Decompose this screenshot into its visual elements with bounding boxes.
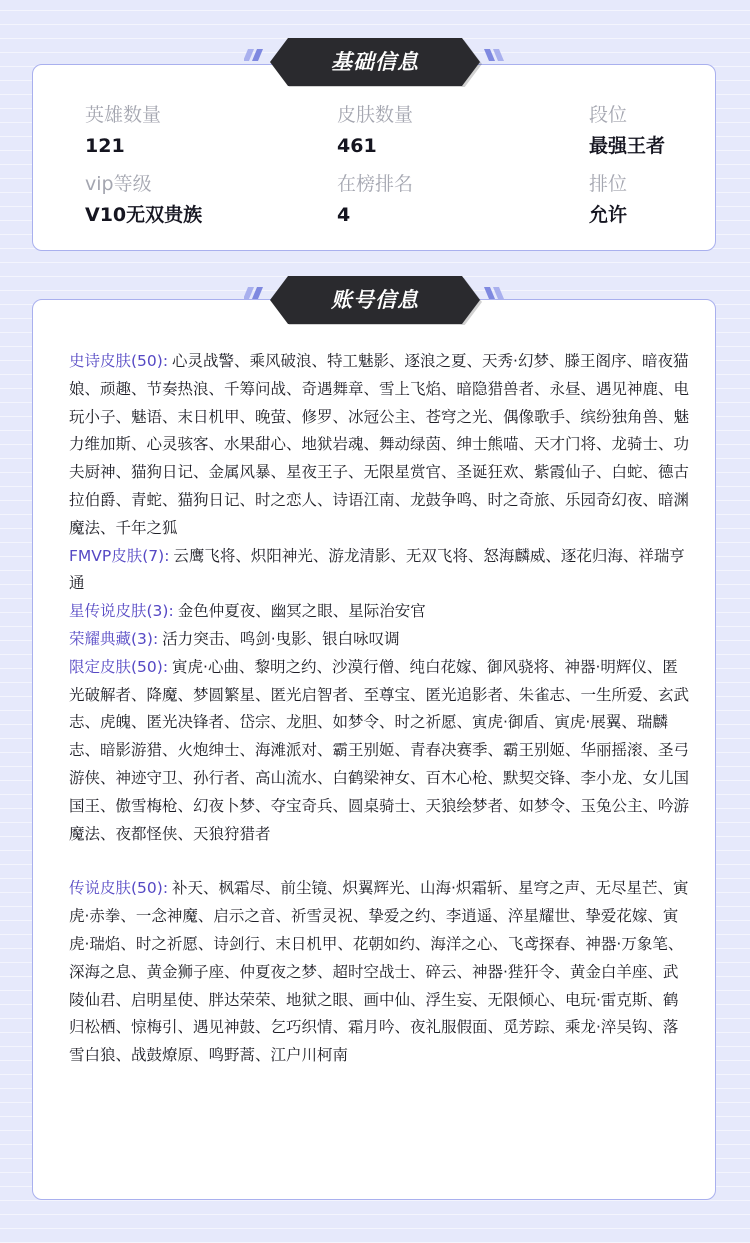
stat-value: 461 (337, 135, 377, 157)
stat-ranked-allowed (589, 171, 705, 228)
stat-leaderboard-rank (337, 171, 589, 228)
basic-info-grid (85, 102, 705, 228)
stat-label: vip等级 (85, 173, 152, 195)
stat-label: 段位 (589, 104, 628, 126)
category-label: 荣耀典藏(3): (69, 629, 159, 648)
category-items: 金色仲夏夜、幽冥之眼、星际治安官 (177, 602, 426, 621)
category-label: FMVP皮肤(7): (69, 546, 170, 565)
category-items: 寅虎·心曲、黎明之约、沙漠行僧、纯白花嫁、御风骁将、神器·明辉仪、匿光破解者、降魔、梦圆繁星、匿光启智者、至尊宝、匿光追影者、朱雀志、一生所爱、玄武志、虎魄、匿光决锋者、岱宗、龙胆、如梦令、时之祈愿、寅虎·御盾、寅虎·展翼、瑞麟志、暗影游猎、火炮绅士、海滩派对、霸王别姬、青春决赛季、霸王别姬、华丽摇滚、圣弓游侠、神迹守卫、孙行者、高山流水、白鹤梁神女、百木心枪、默契交锋、李小龙、女儿国国王、傲雪梅枪、幻夜卜梦、夺宝奇兵、圆桌骑士、天狼绘梦者、如梦令、玉兔公主、吟游魔法、夜都怪侠、天狼狩猎者 (69, 657, 690, 843)
stat-value: 允许 (589, 204, 628, 226)
stat-value: 121 (85, 135, 125, 157)
category-label: 史诗皮肤(50): (69, 352, 169, 370)
section-title: 基础信息 (331, 50, 419, 74)
skin-category-fmvp (69, 543, 691, 599)
section-banner-basic (244, 37, 506, 87)
stat-value: 最强王者 (589, 135, 666, 157)
stat-vip-level (85, 171, 337, 228)
stat-value: 4 (337, 204, 351, 226)
stat-value: V10无双贵族 (85, 204, 203, 226)
category-items: 云鹰飞将、炽阳神光、游龙清影、无双飞将、怒海麟威、逐花归海、祥瑞亨通 (69, 546, 685, 593)
skin-category-epic (69, 348, 691, 543)
skin-category-star-legend (69, 598, 691, 626)
section-banner-account (244, 275, 506, 325)
category-label: 星传说皮肤(3): (69, 602, 174, 621)
stat-skin-count (337, 102, 589, 159)
stat-label: 在榜排名 (337, 173, 414, 195)
stat-hero-count (85, 102, 337, 159)
skin-list (69, 348, 691, 1070)
category-items: 补天、枫霜尽、前尘镜、炽翼辉光、山海·炽霜斩、星穹之声、无尽星芒、寅虎·赤拳、一念神魔、启示之音、祈雪灵祝、挚爱之约、李逍遥、淬星耀世、挚爱花嫁、寅虎·瑞焰、时之祈愿、诗剑行、末日机甲、花朝如约、海洋之心、飞鸢探春、神器·万象笔、深海之息、黄金狮子座、仲夏夜之梦、超时空战士、碎云、神器·狴犴令、黄金白羊座、武陵仙君、启明星使、胖达荣荣、地狱之眼、画中仙、浮生妄、无限倾心、电玩·雷克斯、鹤归松栖、惊梅引、遇见神鼓、乞巧织情、霜月吟、夜礼服假面、觅芳踪、乘龙·淬吴钩、落雪白狼、战鼓燎原、鸣野蒿、江户川柯南 (69, 879, 689, 1065)
category-label: 传说皮肤(50): (69, 879, 169, 898)
skin-category-legend (69, 875, 691, 1070)
section-title: 账号信息 (331, 288, 419, 312)
skin-category-limited (69, 654, 691, 849)
stat-label: 皮肤数量 (337, 104, 414, 126)
stat-rank-tier (589, 102, 705, 159)
stat-label: 英雄数量 (85, 104, 162, 126)
category-items: 心灵战警、乘风破浪、特工魅影、逐浪之夏、天秀·幻梦、滕王阁序、暗夜猫娘、顽趣、节奏热浪、千筹问战、奇遇舞章、雪上飞焰、暗隐猎兽者、永昼、遇见神鹿、电玩小子、魅语、末日机甲、晚萤、修罗、冰冠公主、苍穹之光、偶像歌手、缤纷独角兽、魅力维加斯、心灵骇客、水果甜心、地狱岩魂、舞动绿茵、绅士熊喵、天才门将、龙骑士、功夫厨神、猫狗日记、金属风暴、星夜王子、无限星赏官、圣诞狂欢、紫霞仙子、白蛇、德古拉伯爵、青蛇、猫狗日记、时之恋人、诗语江南、龙鼓争鸣、时之奇旅、乐园奇幻夜、暗渊魔法、千年之狐 (69, 352, 690, 537)
stat-label: 排位 (589, 173, 628, 195)
skin-category-glory-collection (69, 626, 691, 654)
category-label: 限定皮肤(50): (69, 657, 169, 676)
category-items: 活力突击、鸣剑·曳影、银白咏叹调 (162, 629, 400, 648)
basic-info-card (32, 64, 716, 251)
account-info-card (32, 299, 716, 1200)
